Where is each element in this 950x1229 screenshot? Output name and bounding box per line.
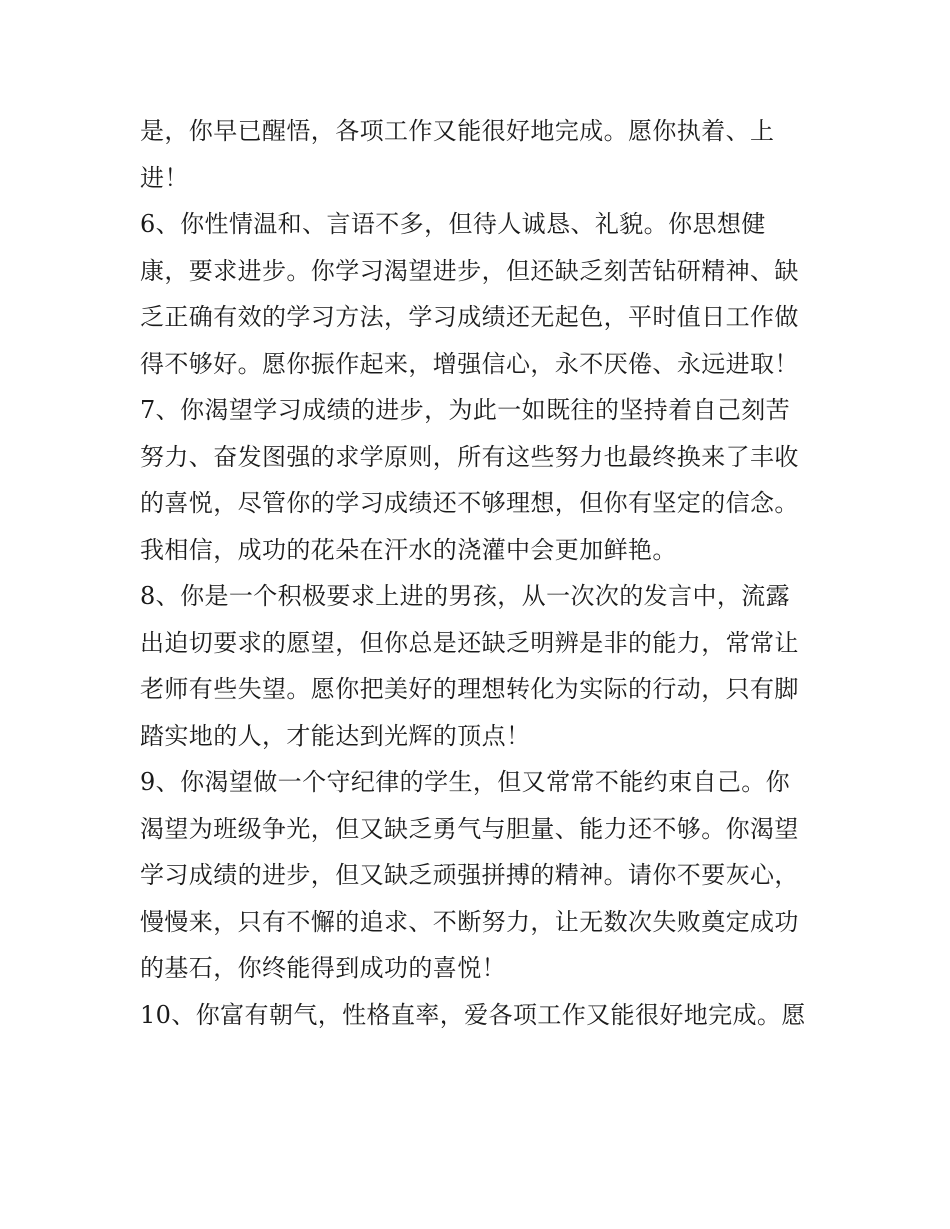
text-line: 慢慢来，只有不懈的追求、不断努力，让无数次失败奠定成功 [140,907,799,936]
text-line: 的喜悦，尽管你的学习成绩还不够理想，但你有坚定的信念。 [140,489,799,517]
text-line: 的基石，你终能得到成功的喜悦！ [140,954,506,982]
text-line: 老师有些失望。愿你把美好的理想转化为实际的行动，只有脚 [140,675,799,703]
text-line: 乏正确有效的学习方法，学习成绩还无起色，平时值日工作做 [140,303,799,331]
text-line: 学习成绩的进步，但又缺乏顽强拼搏的精神。请你不要灰心， [140,861,799,889]
text-line: 是，你早已醒悟，各项工作又能很好地完成。愿你执着、上 [140,117,775,145]
text-line: 9、你渴望做一个守纪律的学生，但又常常不能约束自己。你 [140,768,791,796]
text-line: 出迫切要求的愿望，但你总是还缺乏明辨是非的能力，常常让 [140,628,799,657]
text-line: 6、你性情温和、言语不多，但待人诚恳、礼貌。你思想健 [140,210,766,238]
text-line: 踏实地的人，才能达到光辉的顶点！ [140,721,531,750]
text-line: 进！ [140,163,189,192]
document-body [140,108,820,1038]
text-line: 8、你是一个积极要求上进的男孩，从一次次的发言中，流露 [140,582,791,610]
text-line: 7、你渴望学习成绩的进步，为此一如既往的坚持着自己刻苦 [140,396,791,424]
text-line: 我相信，成功的花朵在汗水的浇灌中会更加鲜艳。 [140,535,677,564]
text-line: 10、你富有朝气，性格直率，爱各项工作又能很好地完成。愿 [140,1000,806,1029]
text-line: 康，要求进步。你学习渴望进步，但还缺乏刻苦钻研精神、缺 [140,256,799,285]
text-line: 渴望为班级争光，但又缺乏勇气与胆量、能力还不够。你渴望 [140,814,799,843]
text-line: 得不够好。愿你振作起来，增强信心，永不厌倦、永远进取！ [140,349,799,378]
text-line: 努力、奋发图强的求学原则，所有这些努力也最终换来了丰收 [140,442,799,471]
